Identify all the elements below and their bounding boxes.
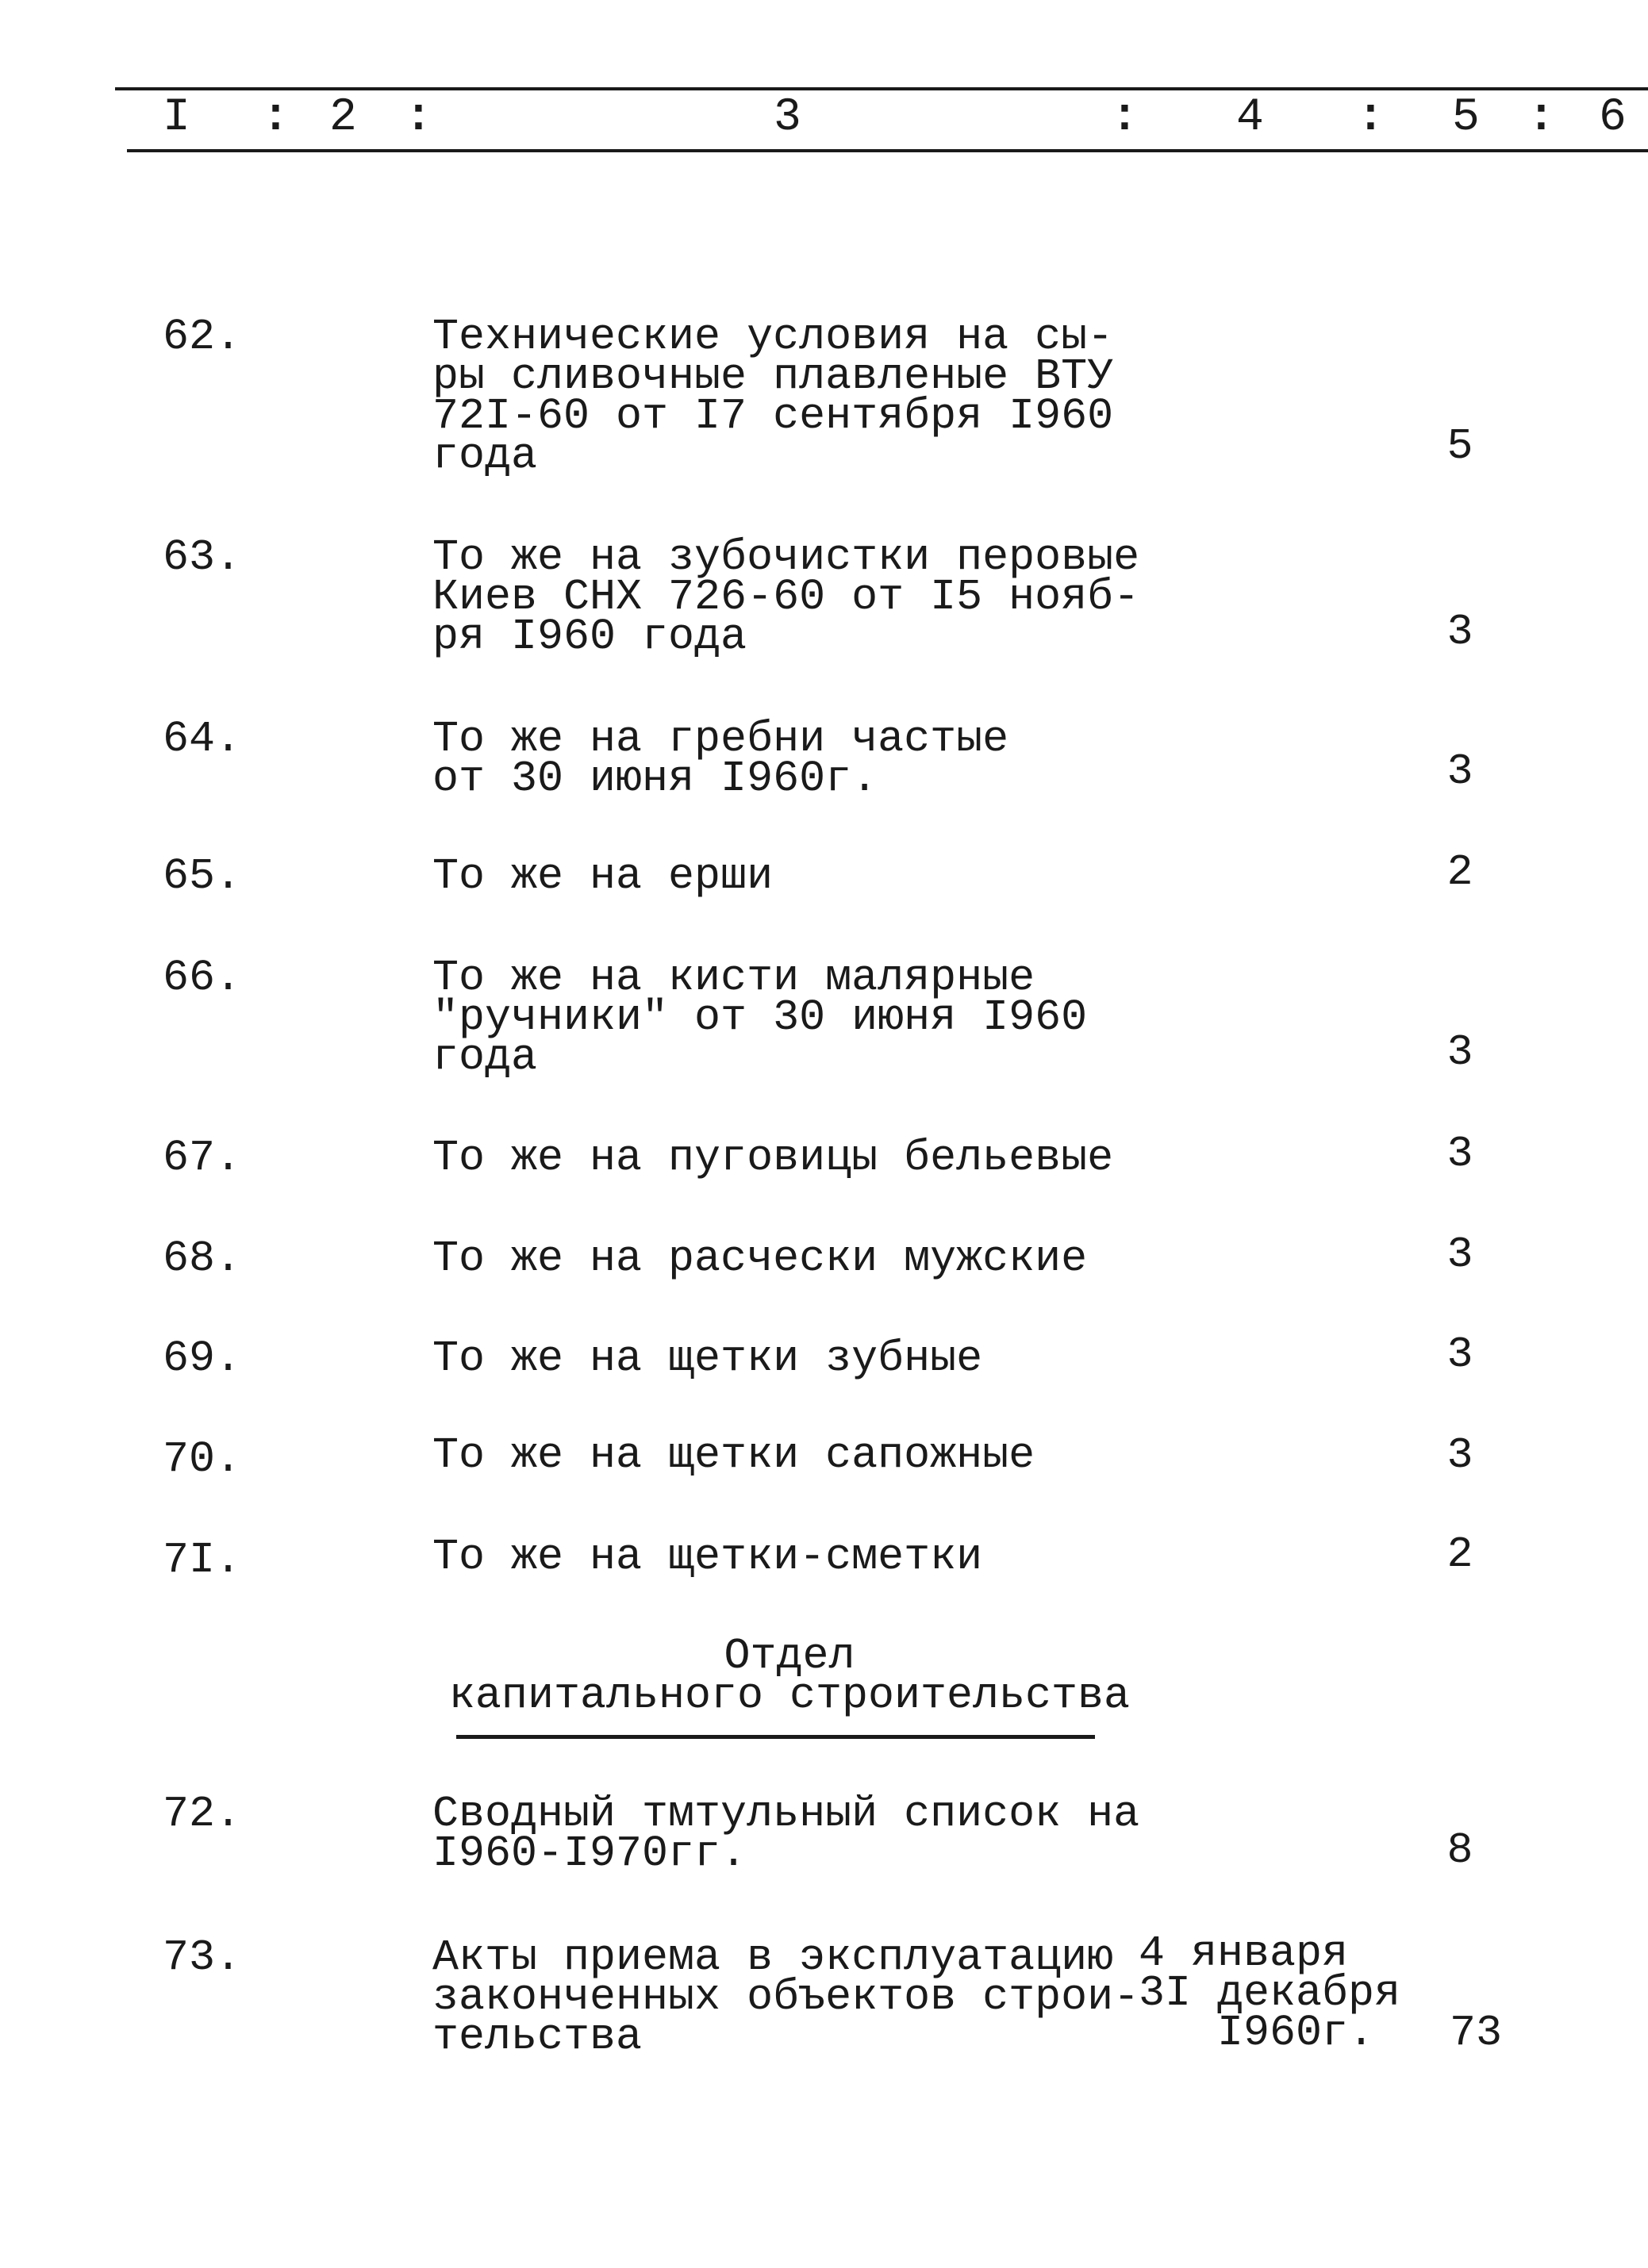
entry-number: 72.: [163, 1789, 242, 1839]
section-heading-underline: [456, 1735, 1095, 1739]
entry-number: 65.: [163, 851, 242, 901]
entry-date-range: 4 января 3I декабря I960г.: [1139, 1928, 1401, 2058]
entry-description: То же на расчески мужские: [432, 1234, 1088, 1284]
entry-description: То же на ерши: [432, 851, 774, 901]
column-header-5: 5: [1452, 92, 1480, 144]
entry-description: То же на щетки сапожные: [432, 1430, 1035, 1480]
header-bottom-rule: [127, 149, 1648, 152]
column-separator: :: [405, 92, 432, 144]
column-separator: :: [262, 92, 290, 144]
entry-number: 70.: [163, 1434, 242, 1484]
entry-number: 62.: [163, 312, 242, 362]
entry-description: То же на щетки-сметки: [432, 1532, 983, 1582]
entry-description: То же на щетки зубные: [432, 1334, 983, 1383]
entry-sheet-count: 73: [1449, 2008, 1502, 2058]
entry-number: 63.: [163, 532, 242, 582]
entry-number: 68.: [163, 1234, 242, 1284]
entry-sheet-count: 3: [1446, 607, 1473, 657]
entry-number: 73.: [163, 1932, 242, 1982]
entry-number: 66.: [163, 953, 242, 1003]
entry-sheet-count: 8: [1446, 1825, 1473, 1875]
column-separator: :: [1527, 92, 1555, 144]
column-header-6: 6: [1599, 92, 1627, 144]
entry-sheet-count: 3: [1446, 1430, 1473, 1480]
entry-number: 69.: [163, 1334, 242, 1383]
column-header-1: I: [163, 92, 190, 144]
entry-description: То же на зубочистки перовые Киев СНХ 726-60 от I5 нояб- ря I960 года: [432, 532, 1140, 662]
entry-sheet-count: 2: [1446, 1529, 1473, 1579]
section-heading-line1: Отдел: [724, 1631, 855, 1681]
column-header-3: 3: [774, 92, 801, 144]
column-separator: :: [1111, 92, 1139, 144]
entry-description: То же на кисти малярные "ручники" от 30 июня I960 года: [432, 953, 1088, 1082]
entry-sheet-count: 2: [1446, 847, 1473, 897]
entry-description: То же на пуговицы бельевые: [432, 1133, 1114, 1183]
entry-number: 7I.: [163, 1535, 242, 1585]
entry-sheet-count: 3: [1446, 1027, 1473, 1077]
column-header-4: 4: [1236, 92, 1264, 144]
entry-description: Сводный тмтульный список на I960-I970гг.: [432, 1789, 1140, 1878]
entry-sheet-count: 3: [1446, 1129, 1473, 1179]
column-header-2: 2: [329, 92, 357, 144]
section-heading-line2: капитального строительства: [448, 1671, 1131, 1721]
entry-description: Технические условия на сы- ры сливочные плавленые ВТУ 72I-60 от I7 сентября I960 года: [432, 312, 1114, 481]
entry-sheet-count: 3: [1446, 1230, 1473, 1280]
entry-description: Акты приема в эксплуатацию законченных объектов строи- тельства: [432, 1932, 1140, 2062]
entry-sheet-count: 3: [1446, 746, 1473, 796]
column-separator: :: [1357, 92, 1385, 144]
entry-number: 64.: [163, 714, 242, 764]
entry-sheet-count: 3: [1446, 1330, 1473, 1380]
entry-number: 67.: [163, 1133, 242, 1183]
entry-sheet-count: 5: [1446, 421, 1473, 471]
entry-description: То же на гребни частые от 30 июня I960г.: [432, 714, 1009, 804]
